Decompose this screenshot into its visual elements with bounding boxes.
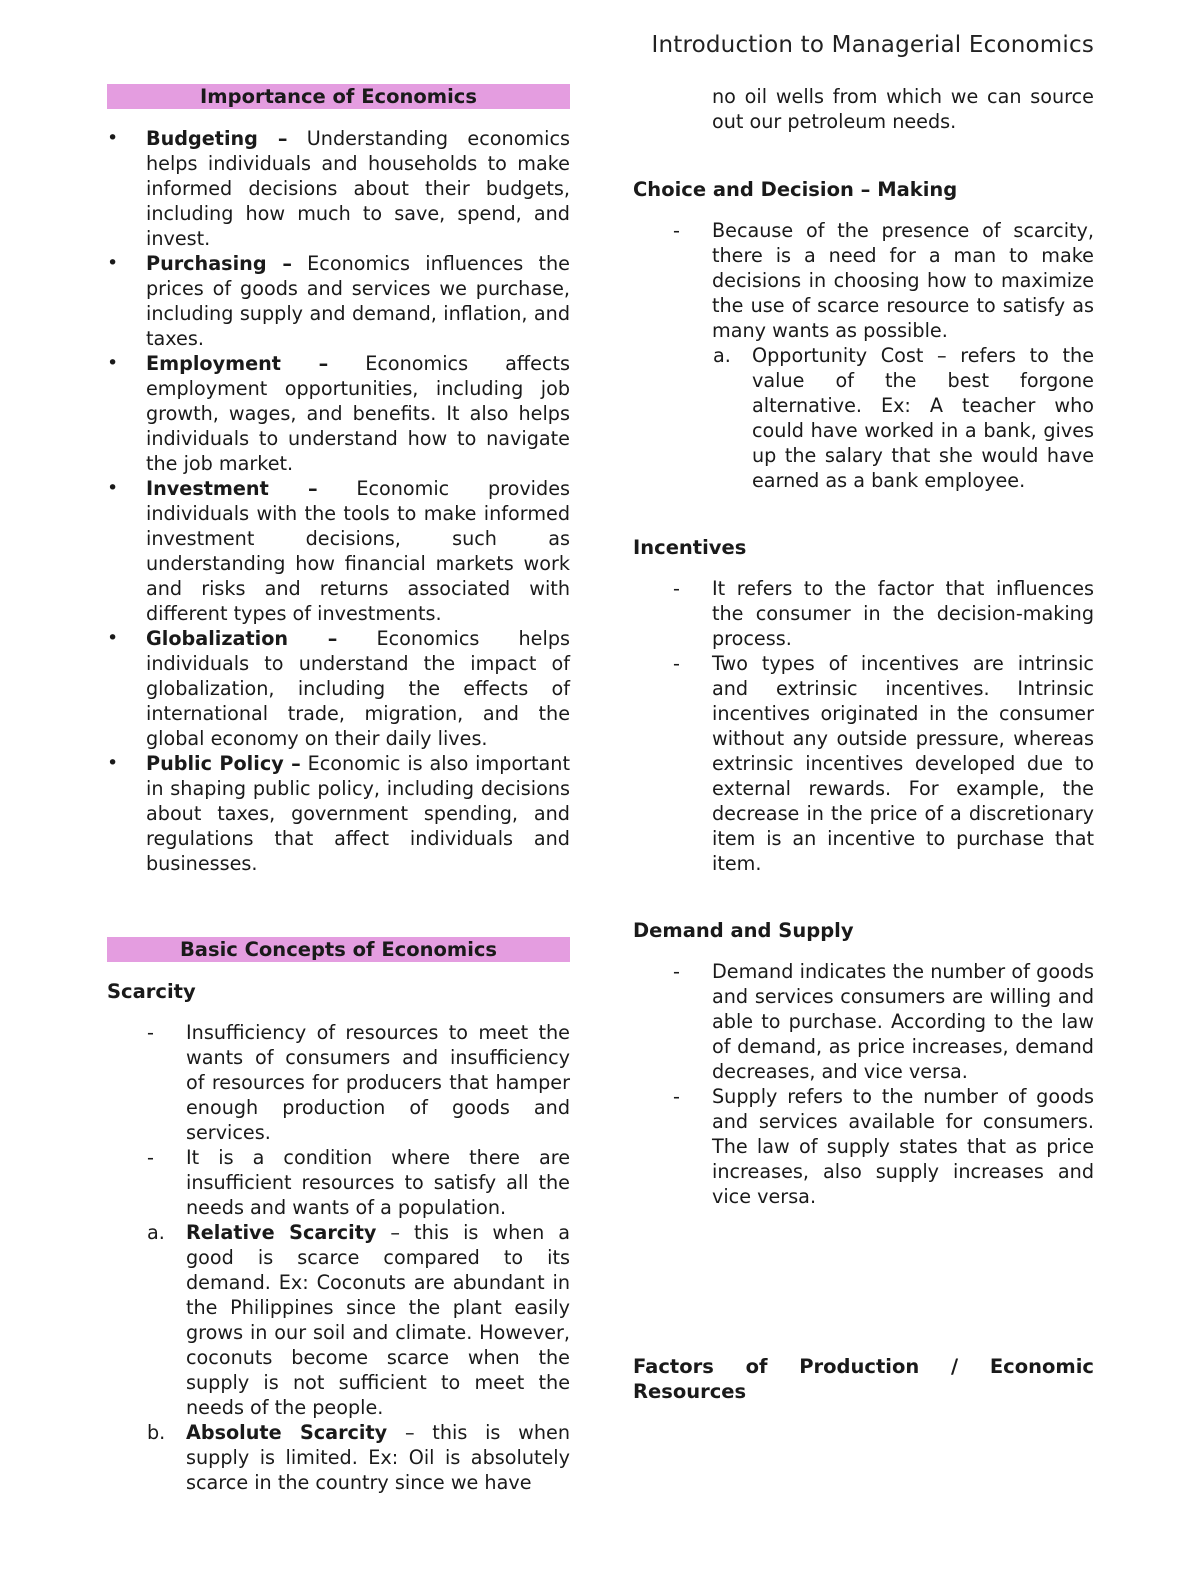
importance-item-employment (107, 351, 570, 476)
scarcity-types-list (107, 1220, 570, 1495)
relative-scarcity-term: Relative Scarcity (186, 1221, 377, 1244)
opportunity-cost-list (633, 343, 1094, 493)
importance-item-purchasing (107, 251, 570, 351)
incentives-text: Two types of incentives are intrinsic and extrinsic incentives. Intrinsic incentives originated in the consumer without any outside pressure, whereas extrinsic incentives developed due to external rewards. For example, the decrease in the price of a discretionary item is an incentive to purchase that item. (712, 652, 1094, 875)
scarcity-dash-text: Insufficiency of resources to meet the wants of consumers and insufficiency of resources for producers that hamper enough production of goods and services. (186, 1021, 570, 1144)
absolute-scarcity-text: – this is when supply is limited. Ex: Oil is absolutely scarce in the country since we have (186, 1421, 570, 1494)
relative-scarcity-item (107, 1220, 570, 1420)
choice-decision-heading: Choice and Decision – Making (633, 178, 958, 201)
importance-item-budgeting (107, 126, 570, 251)
left-column (107, 84, 570, 1495)
demand-supply-item (633, 1084, 1094, 1209)
page-header-title: Introduction to Managerial Economics (651, 32, 1094, 58)
spacer (107, 1004, 570, 1020)
term-employment: Employment – (146, 352, 329, 375)
incentives-item (633, 651, 1094, 876)
factors-word: of (745, 1355, 768, 1378)
supply-text: Supply refers to the number of goods and services available for consumers. The law of supply states that as price increases, also supply increases and vice versa. (712, 1085, 1094, 1208)
spacer (633, 134, 1094, 177)
factors-word: Production (799, 1355, 920, 1378)
text-public-policy: Economic is also important in shaping public policy, including decisions about taxes, government spending, and regulations that affect individuals and businesses. (146, 752, 570, 875)
list-marker: a. (713, 344, 731, 367)
importance-item-globalization (107, 626, 570, 751)
basic-concepts-section-bar: Basic Concepts of Economics (107, 937, 570, 962)
dash-marker: - (673, 219, 680, 242)
spacer (633, 1209, 1094, 1354)
demand-text: Demand indicates the number of goods and services consumers are willing and able to purchase. According to the law of demand, as price increases, demand decreases, and vice versa. (712, 960, 1094, 1083)
text-globalization: Economics helps individuals to understand the impact of globalization, including the effects of international trade, migration, and the global economy on their daily lives. (146, 627, 570, 750)
dash-marker: - (147, 1146, 154, 1169)
text-budgeting: Understanding economics helps individuals and households to make informed decisions about their budgets, including how much to save, spend, and invest. (146, 127, 570, 250)
term-budgeting: Budgeting – (146, 127, 288, 150)
text-employment: Economics affects employment opportunities, including job growth, wages, and benefits. It also helps individuals to understand how to navigate the job market. (146, 352, 570, 475)
factors-heading-line2: Resources (633, 1380, 747, 1403)
opportunity-cost-item (633, 343, 1094, 493)
term-public-policy: Public Policy – (146, 752, 301, 775)
absolute-scarcity-item (107, 1420, 570, 1495)
factors-of-production-heading (633, 1354, 1094, 1379)
term-investment: Investment – (146, 477, 318, 500)
incentives-text: It refers to the factor that influences the consumer in the decision-making process. (712, 577, 1094, 650)
spacer (633, 876, 1094, 918)
list-marker: a. (147, 1221, 165, 1244)
dash-marker: - (673, 577, 680, 600)
continuation-text: no oil wells from which we can source out our petroleum needs. (712, 85, 1094, 133)
incentives-heading: Incentives (633, 536, 747, 559)
scarcity-heading: Scarcity (107, 980, 196, 1003)
text-purchasing: Economics influences the prices of goods and services we purchase, including supply and demand, inflation, and taxes. (146, 252, 570, 350)
term-globalization: Globalization – (146, 627, 338, 650)
dash-marker: - (673, 960, 680, 983)
factors-word: Factors (633, 1355, 714, 1378)
importance-section-bar: Importance of Economics (107, 84, 570, 109)
relative-scarcity-text: – this is when a good is scarce compared to its demand. Ex: Coconuts are abundant in the Philippines since the plant easily grows in our soil and climate. However, coconuts become scarce when the supply is not sufficient to meet the needs of the people. (186, 1221, 570, 1419)
scarcity-dash-item (107, 1145, 570, 1220)
spacer (633, 202, 1094, 218)
dash-marker: - (673, 1085, 680, 1108)
scarcity-dash-item (107, 1020, 570, 1145)
incentives-item (633, 576, 1094, 651)
choice-dash-item (633, 218, 1094, 343)
spacer (107, 876, 570, 937)
spacer (107, 962, 570, 979)
opportunity-cost-text: Opportunity Cost – refers to the value of the best forgone alternative. Ex: A teacher who could have worked in a bank, gives up the salary that she would have earned as a bank employee. (752, 344, 1094, 492)
list-marker: b. (147, 1421, 166, 1444)
spacer (633, 943, 1094, 959)
demand-supply-item (633, 959, 1094, 1084)
text-investment: Economic provides individuals with the tools to make informed investment decisions, such as understanding how financial markets work and risks and returns associated with different types of investments. (146, 477, 570, 625)
importance-item-public-policy (107, 751, 570, 876)
importance-item-investment (107, 476, 570, 626)
factors-word: Economic (989, 1355, 1094, 1378)
scarcity-dash-text: It is a condition where there are insufficient resources to satisfy all the needs and wants of a population. (186, 1146, 570, 1219)
absolute-scarcity-term: Absolute Scarcity (186, 1421, 388, 1444)
demand-supply-list (633, 959, 1094, 1209)
choice-dash-list (633, 218, 1094, 343)
dash-marker: - (147, 1021, 154, 1044)
right-column (633, 84, 1094, 1404)
importance-list (107, 126, 570, 876)
scarcity-dash-list (107, 1020, 570, 1220)
demand-supply-heading: Demand and Supply (633, 919, 854, 942)
spacer (633, 560, 1094, 576)
incentives-list (633, 576, 1094, 876)
choice-dash-text: Because of the presence of scarcity, there is a need for a man to make decisions in choosing how to maximize the use of scarce resource to satisfy as many wants as possible. (712, 219, 1094, 342)
factors-word: / (950, 1355, 959, 1378)
term-purchasing: Purchasing – (146, 252, 292, 275)
spacer (633, 493, 1094, 535)
dash-marker: - (673, 652, 680, 675)
